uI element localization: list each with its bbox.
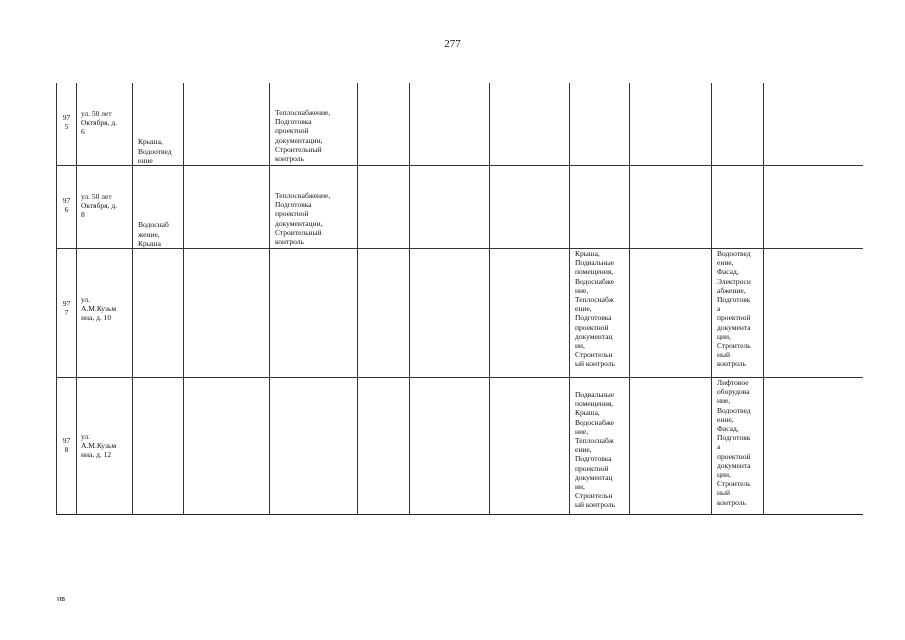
address-cell: ул. А.М.Кузьм ина, д. 12	[81, 432, 117, 460]
works-cell-c: Лифтовое оборудова ние, Водоотвед ение, Фасад, Подготовк а проектной документа ции, Строитель ный контроль	[717, 378, 751, 507]
table-row	[57, 166, 863, 249]
works-cell: Крыша, Водоотвед ение	[138, 137, 172, 165]
address-cell: ул. А.М.Кузьм ина, д. 10	[81, 295, 117, 323]
row-number: 97 8	[62, 436, 71, 455]
address-cell: ул. 50 лет Октября, д. 8	[81, 192, 118, 220]
services-cell: Теплоснабжение, Подготовка проектной документации, Строительный контроль	[275, 191, 331, 247]
row-number: 97 7	[62, 299, 71, 318]
page-number: 277	[444, 38, 461, 50]
table-row	[57, 83, 863, 166]
housing-works-table	[56, 83, 863, 515]
services-cell: Теплоснабжение, Подготовка проектной документации, Строительный контроль	[275, 108, 331, 164]
row-number: 97 6	[62, 196, 71, 215]
address-cell: ул. 50 лет Октября, д. 6	[81, 109, 118, 137]
works-cell-b: Крыша, Подвальные помещения, Водоснабже ние, Теплоснабж ение, Подготовка проектной документац ии, Строительн ый контроль	[575, 249, 615, 369]
works-cell: Водоснаб жение, Крыша	[138, 220, 169, 248]
works-cell-b: Подвальные помещения, Крыша, Водоснабже ние, Теплоснабж ение, Подготовка проектной документац ии, Строительн ый контроль	[575, 390, 615, 510]
row-number: 97 5	[62, 113, 71, 132]
works-cell-c: Водоотвед ение, Фасад, Электросн абжение, Подготовк а проектной документа ции, Строитель ный контроль	[717, 249, 751, 369]
table-row	[57, 249, 863, 378]
footer-mark: нв	[57, 594, 66, 603]
table-row	[57, 378, 863, 515]
